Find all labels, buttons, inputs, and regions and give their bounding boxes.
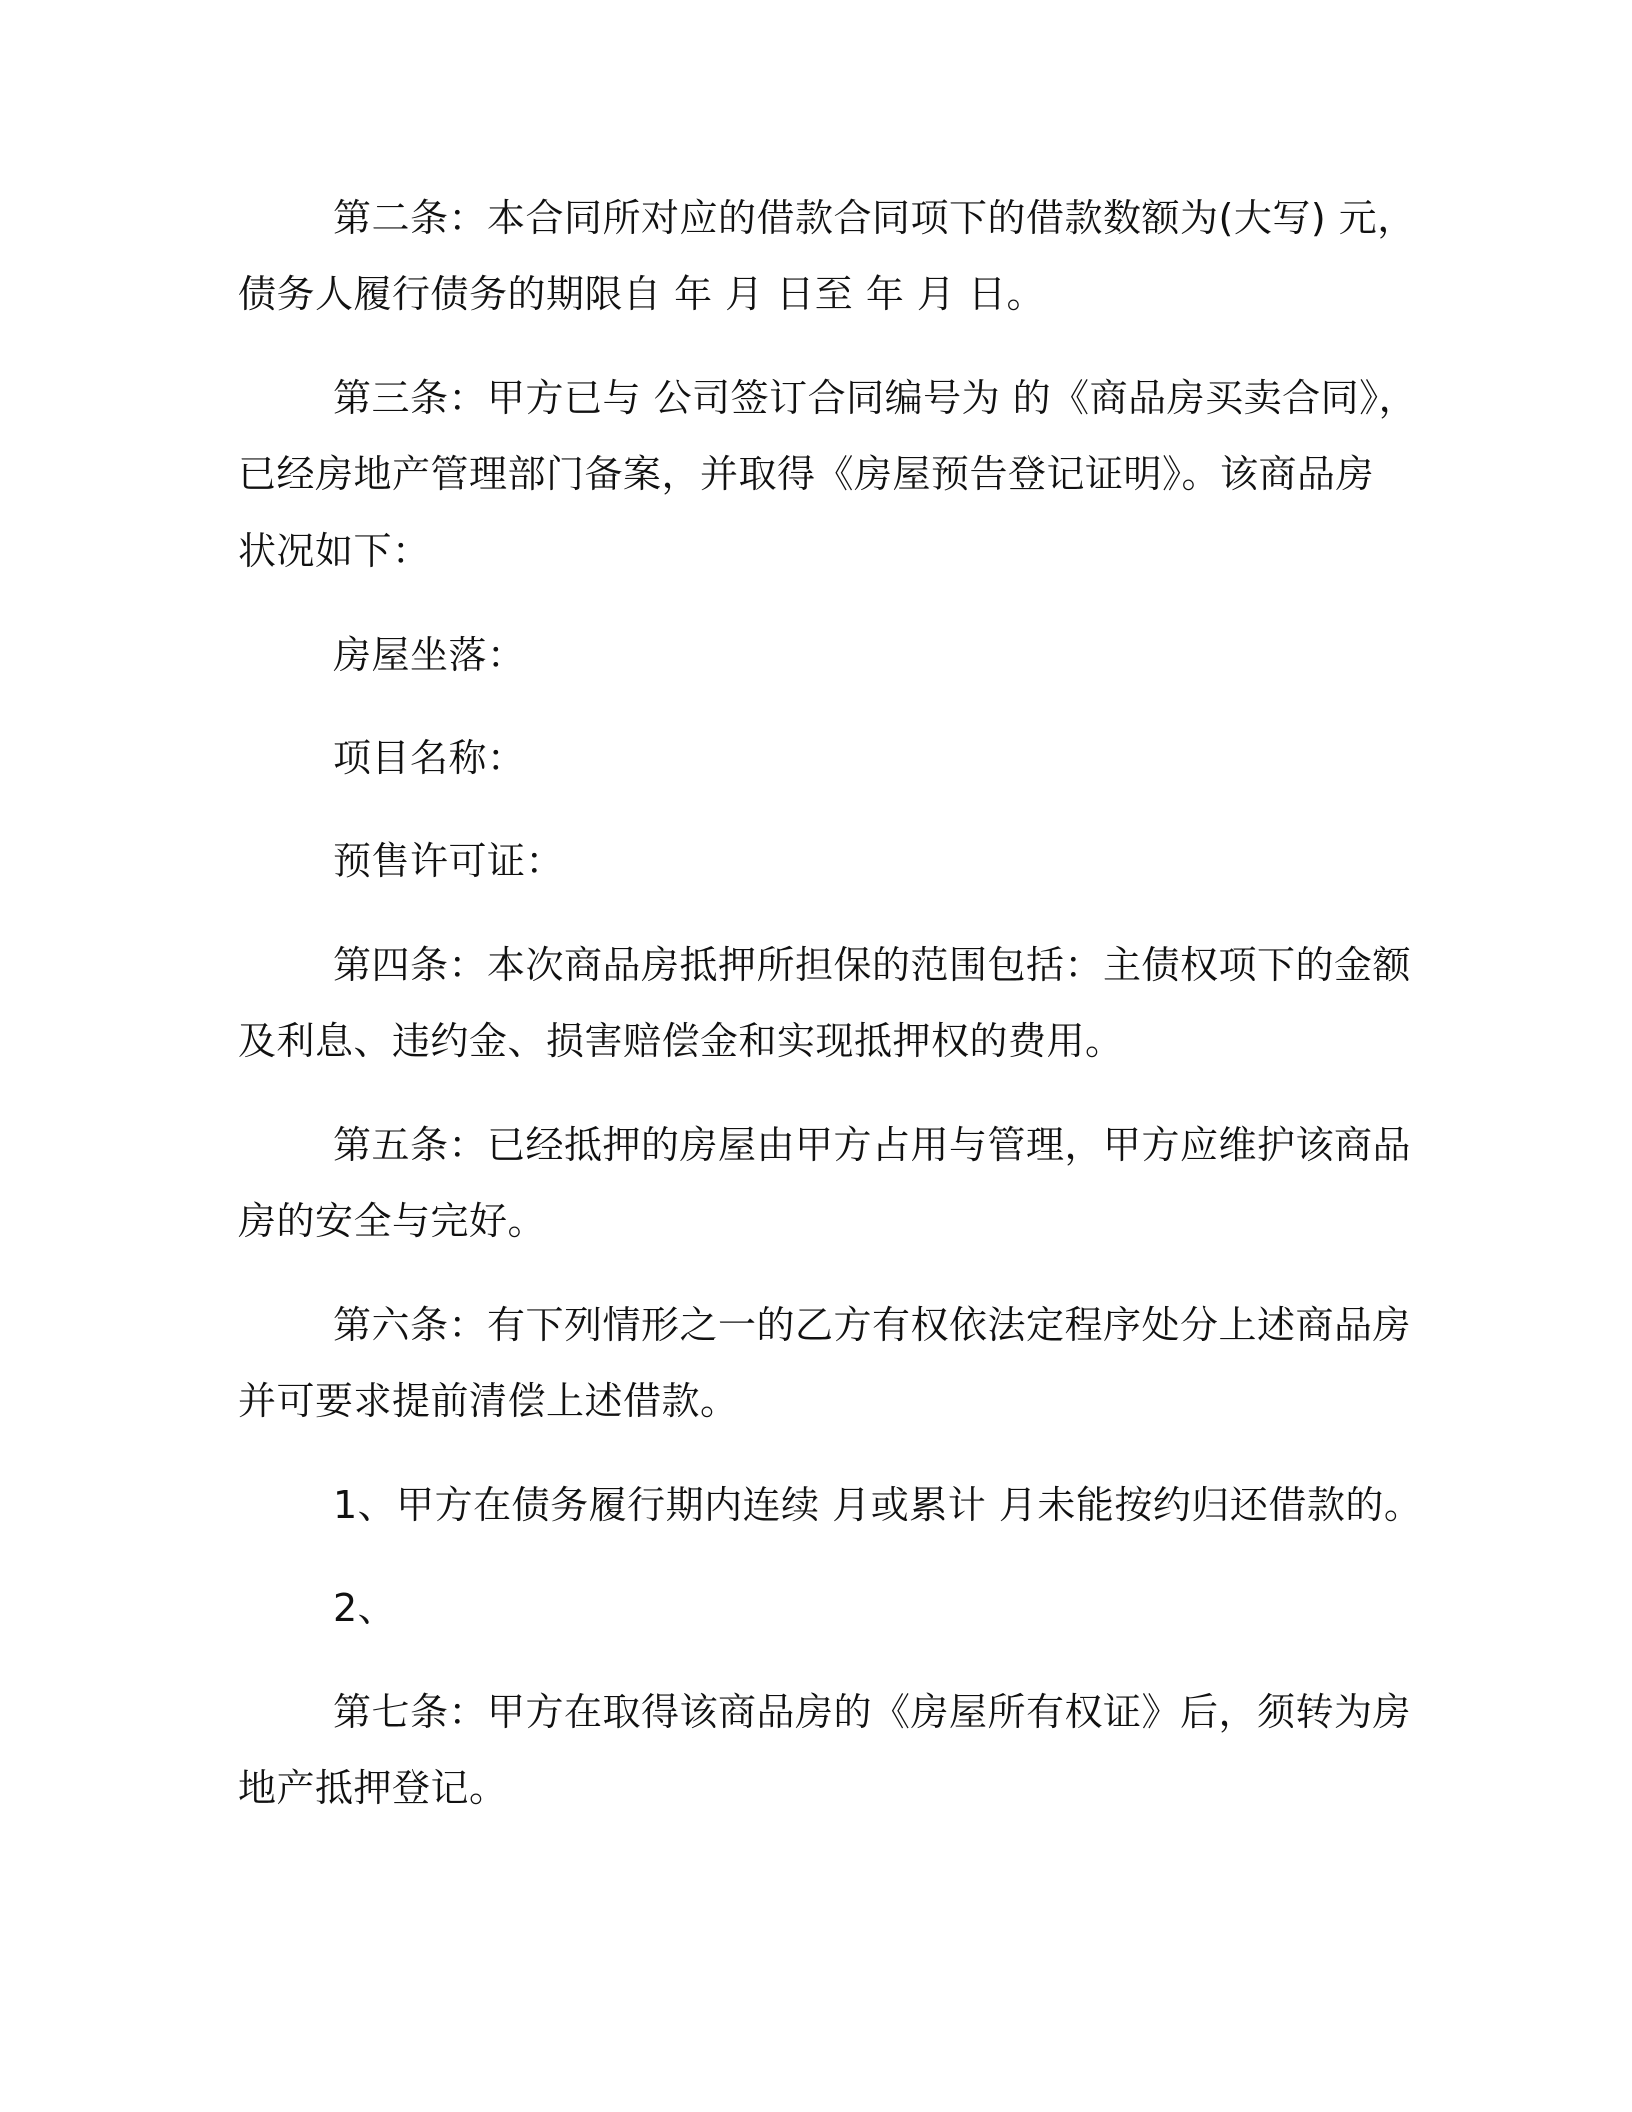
clause-4-line-1: 第四条：本次商品房抵押所担保的范围包括：主债权项下的金额: [333, 943, 1412, 987]
clause-2-line-2: 债务人履行债务的期限自 年 月 日至 年 月 日。: [238, 272, 1045, 316]
clause-6-line-1: 第六条：有下列情形之一的乙方有权依法定程序处分上述商品房: [333, 1303, 1412, 1347]
clause-3-line-2: 已经房地产管理部门备案，并取得《房屋预告登记证明》。该商品房: [238, 452, 1375, 496]
property-project-name: 项目名称：: [333, 736, 526, 780]
clause-6-line-2: 并可要求提前清偿上述借款。: [238, 1379, 739, 1423]
clause-3-line-1: 第三条：甲方已与 公司签订合同编号为 的《商品房买卖合同》，: [333, 376, 1418, 420]
clause-7-line-1: 第七条：甲方在取得该商品房的《房屋所有权证》后，须转为房: [333, 1690, 1412, 1734]
property-location: 房屋坐落：: [333, 633, 526, 677]
clause-6-item-1: 1、甲方在债务履行期内连续 月或累计 月未能按约归还借款的。: [333, 1483, 1423, 1527]
clause-3-line-3: 状况如下：: [238, 529, 431, 573]
clause-5-line-2: 房的安全与完好。: [238, 1199, 547, 1243]
clause-2-line-1: 第二条：本合同所对应的借款合同项下的借款数额为(大写) 元，: [333, 196, 1416, 240]
clause-5-line-1: 第五条：已经抵押的房屋由甲方占用与管理，甲方应维护该商品: [333, 1123, 1412, 1167]
clause-6-item-2: 2、: [333, 1586, 397, 1630]
clause-4-line-2: 及利息、违约金、损害赔偿金和实现抵押权的费用。: [238, 1019, 1124, 1063]
property-presale-permit: 预售许可证：: [333, 839, 565, 883]
clause-7-line-2: 地产抵押登记。: [238, 1766, 508, 1810]
